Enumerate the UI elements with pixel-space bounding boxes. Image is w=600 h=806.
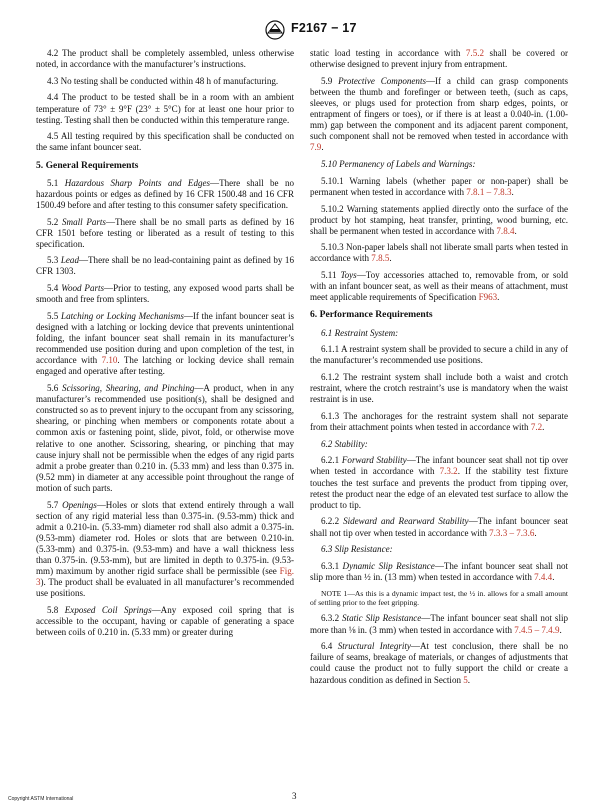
- link-7-3-3-7-3-6[interactable]: 7.3.3 – 7.3.6: [489, 527, 535, 538]
- clause-5-10-3: 5.10.3 Non-paper labels shall not liberate small parts when tested in accordance with 7.8.5.: [310, 242, 568, 264]
- clause-6-3-1: 6.3.1 Dynamic Slip Resistance—The infant bouncer seat shall not slip more than ½ in. (13 mm) when tested in accordance with 7.4.4.: [310, 560, 569, 582]
- page-number: 3: [292, 791, 297, 801]
- link-7-3-2[interactable]: 7.3.2: [439, 466, 458, 477]
- clause-5-5: 5.5 Latching or Locking Mechanisms—If the infant bouncer seat is designed with a latching or locking device that prevents unintentional folding, the infant bouncer seat shall remain in its manufacturer’s recommended use position during and upon completion of the test, in accordance with 7.10. The latching or locking device shall remain engaged and operative after testing.: [36, 310, 294, 377]
- clause-5-7: 5.7 Openings—Holes or slots that extend entirely through a wall section of any rigid material less than 0.375-in. (9.53-mm) thick and admit a 0.210-in. (5.33-mm) diameter rod shall also admit a 0.375-in. (9.53-mm) diameter rod. Holes or slots that are between 0.210-in. (5.33-mm) and 0.375-in. (9.53-mm) and have a wall thickness less than 0.375-in. (9.53-mm), but are limited in depth to 0.375-in. (9.53-mm) maximum by another rigid surface shall be permissible (see Fig. 3). The product shall be evaluated in all manufacturer’s recommended use positions.: [36, 499, 295, 599]
- clause-5-4: 5.4 Wood Parts—Prior to testing, any exposed wood parts shall be smooth and free from splinters.: [36, 283, 294, 305]
- section-5-heading: 5. General Requirements: [36, 159, 139, 171]
- clause-6-2: 6.2 Stability:: [321, 438, 368, 449]
- clause-6-2-1: 6.2.1 Forward Stability—The infant bouncer seat shall not tip over when tested in accordance with 7.3.2. If the stability test fixture touches the test surface and prevents the product from tipping over, retest the product near the edge of an elevated test surface to allow the product to tip.: [310, 455, 568, 510]
- clause-4-4: 4.4 The product to be tested shall be in a room with an ambient temperature of 73° ± 9°F (23° ± 5°C) for at least one hour prior to testing. Testing shall then be conducted within this temperature range.: [36, 92, 294, 125]
- clause-6-3-2: 6.3.2 Static Slip Resistance—The infant bouncer seat shall not slip more than ⅛ in. (3 mm) when tested in accordance with 7.4.5 – 7.4.9.: [310, 613, 568, 635]
- clause-6-3: 6.3 Slip Resistance:: [321, 544, 393, 555]
- clause-6-1-1: 6.1.1 A restraint system shall be provided to secure a child in any of the manufacturer’s recommended use positions.: [310, 344, 568, 366]
- clause-6-2-2: 6.2.2 Sideward and Rearward Stability—The infant bouncer seat shall not tip over when tested in accordance with 7.3.3 – 7.3.6.: [310, 516, 569, 538]
- clause-5-3: 5.3 Lead—There shall be no lead-containing paint as defined by 16 CFR 1303.: [36, 255, 294, 277]
- clause-6-1-3: 6.1.3 The anchorages for the restraint system shall not separate from their attachment points when tested in accordance with 7.2.: [310, 410, 568, 432]
- clause-4-5: 4.5 All testing required by this specification shall be conducted on the same infant bouncer seat.: [36, 131, 294, 153]
- link-7-5-2[interactable]: 7.5.2: [465, 48, 484, 58]
- right-column: [310, 48, 568, 691]
- clause-6-1-2: 6.1.2 The restraint system shall include both a waist and crotch restraint, where the crotch restraint’s use is mandatory when the waist restraint is in use.: [310, 372, 568, 405]
- clause-5-9: 5.9 Protective Components—If a child can grasp components between the thumb and forefinger or between teeth, (such as caps, sleeves, or plugs used for protection from sharp edges, points, or entrapment of fingers or toes), or if there is at least a 0.040-in. (1.00-mm) gap between the component and its adjacent parent component, such component shall not be removed when tested in accordance with 7.9.: [310, 75, 568, 153]
- link-7-4-5-7-4-9[interactable]: 7.4.5 – 7.4.9: [514, 624, 560, 635]
- link-section-5[interactable]: 5: [463, 674, 468, 685]
- clause-5-8: 5.8 Exposed Coil Springs—Any exposed coil spring that is accessible to the occupant, having or capable of generating a space between coils of 0.210 in. (5.33 mm) or greater during: [36, 605, 294, 638]
- page-header: [0, 18, 600, 42]
- astm-logo-icon: [264, 20, 286, 40]
- link-7-8-1-7-8-3[interactable]: 7.8.1 – 7.8.3: [466, 186, 512, 197]
- link-7-2[interactable]: 7.2: [530, 421, 543, 432]
- link-7-8-5[interactable]: 7.8.5: [371, 253, 390, 264]
- clause-4-2: 4.2 The product shall be completely assembled, unless otherwise noted, in accordance with the manufacturer’s instructions.: [36, 48, 294, 70]
- section-6-heading: 6. Performance Requirements: [310, 309, 433, 321]
- link-7-4-4[interactable]: 7.4.4: [534, 571, 553, 582]
- clause-5-10-2: 5.10.2 Warning statements applied directly onto the surface of the product by hot stamping, heat transfer, printing, wood burning, etc. shall be permanent when tested in accordance with 7.8.4.: [310, 203, 568, 236]
- link-7-8-4[interactable]: 7.8.4: [496, 225, 515, 236]
- note-1: NOTE 1—As this is a dynamic impact test, the ½ in. allows for a small amount of settling prior to the feet gripping.: [310, 588, 568, 608]
- clause-6-1: 6.1 Restraint System:: [321, 327, 399, 338]
- left-column: [36, 48, 294, 644]
- link-7-9[interactable]: 7.9: [310, 142, 322, 153]
- clause-5-2: 5.2 Small Parts—There shall be no small parts as defined by 16 CFR 1501 before testing or liberated as a result of testing to this specification.: [36, 216, 294, 249]
- link-f963[interactable]: F963: [478, 292, 498, 303]
- clause-5-11: 5.11 Toys—Toy accessories attached to, removable from, or sold with an infant bouncer seat, as well as their means of attachment, must meet applicable requirements of Specification F963.: [310, 270, 568, 303]
- clause-5-10: 5.10 Permanency of Labels and Warnings:: [321, 159, 476, 170]
- document-id: F2167 − 17: [291, 21, 357, 35]
- clause-5-8-continued: static load testing in accordance with 7.5.2 shall be covered or otherwise designed to prevent injury from entrapment.: [310, 48, 568, 70]
- copyright-notice: Copyright ASTM International: [8, 796, 74, 802]
- clause-5-6: 5.6 Scissoring, Shearing, and Pinching—A product, when in any manufacturer’s recommended use position(s), shall be designed and constructed so as to prevent injury to the occupant from any scissoring, shearing, or pinching when members or components rotate about a common axis or fastening point, slide, pivot, fold, or otherwise move relative to one another. Scissoring, shearing, or pinching that may cause injury shall not be permissible when the edges of any rigid parts admit a probe greater than 0.210 in. (5.33 mm) and less than 0.375 in. (9.52 mm) in diameter at any accessible point throughout the range of motion of such parts.: [36, 383, 294, 493]
- clause-4-3: 4.3 No testing shall be conducted within 48 h of manufacturing.: [47, 75, 279, 86]
- link-fig-3[interactable]: Fig. 3: [36, 566, 294, 588]
- clause-5-1: 5.1 Hazardous Sharp Points and Edges—There shall be no hazardous points or edges as defined by 16 CFR 1500.48 and 16 CFR 1500.49 before and after testing to this consumer safety specification.: [36, 177, 294, 210]
- link-7-10[interactable]: 7.10: [101, 355, 118, 366]
- clause-5-10-1: 5.10.1 Warning labels (whether paper or non-paper) shall be permanent when tested in accordance with 7.8.1 – 7.8.3.: [310, 175, 568, 197]
- clause-6-4: 6.4 Structural Integrity—At test conclusion, there shall be no failure of seams, breakage of materials, or changes of adjustments that could cause the product not to fully support the child or create a hazardous condition as defined in Section 5.: [310, 641, 568, 685]
